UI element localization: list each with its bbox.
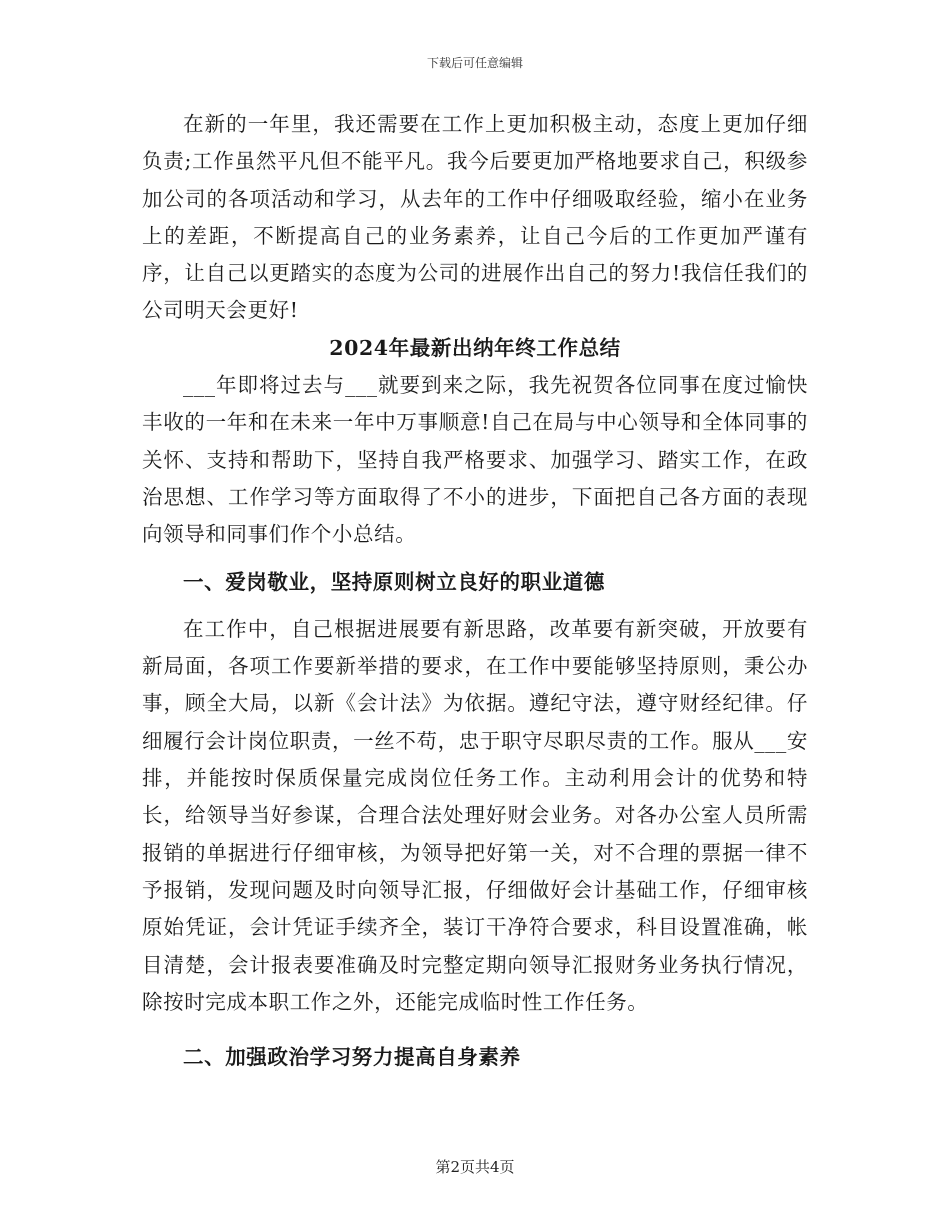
document-title: 2024年最新出纳年终工作总结 — [329, 335, 621, 360]
document-body — [142, 106, 808, 1076]
page-number: 第2页共4页 — [435, 1158, 515, 1176]
page-header-note: 下载后可任意编辑 — [426, 56, 523, 70]
paragraph-intro: ___年即将过去与___就要到来之际，我先祝贺各位同事在度过愉快丰收的一年和在未来一年中万事顺意!自己在局与中心领导和全体同事的关怀、支持和帮助下，坚持自我严格要求、加强学习、踏实工作，在政治思想、工作学习等方面取得了不小的进步，下面把自己各方面的表现向领导和同事们作个小总结。 — [142, 373, 808, 547]
section-heading-2: 二、加强政治学习努力提高自身素养 — [183, 1045, 521, 1070]
paragraph-section-1: 在工作中，自己根据进展要有新思路，改革要有新突破，开放要有新局面，各项工作要新举措的要求，在工作中要能够坚持原则，秉公办事，顾全大局，以新《会计法》为依据。遵纪守法，遵守财经纪律。仔细履行会计岗位职责，一丝不苟，忠于职守尽职尽责的工作。服从___安排，并能按时保质保量完成岗位任务工作。主动利用会计的优势和特长，给领导当好参谋，合理合法处理好财会业务。对各办公室人员所需报销的单据进行仔细审核，为领导把好第一关，对不合理的票据一律不予报销，发现问题及时向领导汇报，仔细做好会计基础工作，仔细审核原始凭证，会计凭证手续齐全，装订干净符合要求，科目设置准确，帐目清楚，会计报表要准确及时完整定期向领导汇报财务业务执行情况，除按时完成本职工作之外，还能完成临时性工作任务。 — [142, 616, 808, 1014]
paragraph-new-year: 在新的一年里，我还需要在工作上更加积极主动，态度上更加仔细负责;工作虽然平凡但不能平凡。我今后要更加严格地要求自己，积级参加公司的各项活动和学习，从去年的工作中仔细吸取经验，缩小在业务上的差距，不断提高自己的业务素养，让自己今后的工作更加严谨有序，让自己以更踏实的态度为公司的进展作出自己的努力!我信任我们的公司明天会更好! — [142, 112, 808, 323]
section-heading-1: 一、爱岗敬业，坚持原则树立良好的职业道德 — [183, 569, 605, 594]
